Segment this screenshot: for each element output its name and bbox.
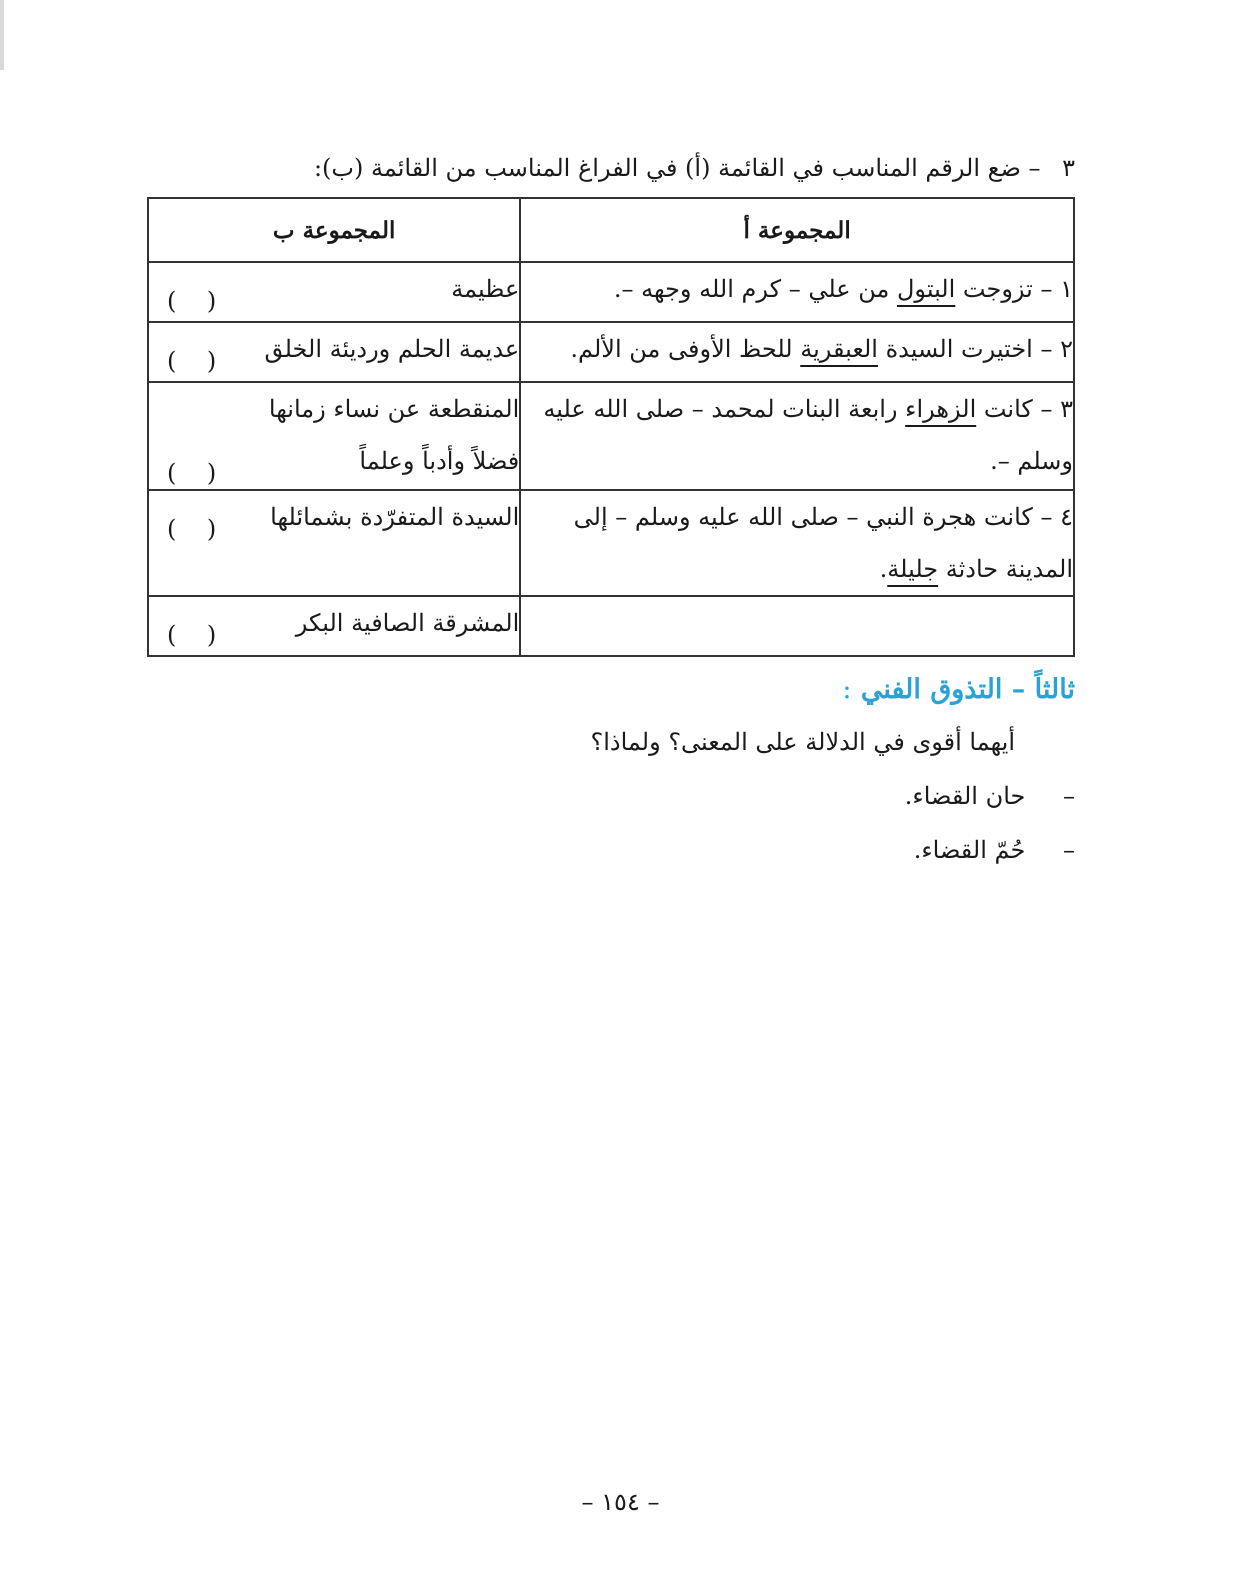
group-b-item bbox=[148, 262, 520, 322]
table-row bbox=[148, 322, 1074, 382]
underlined-word: الزهراء bbox=[905, 395, 977, 423]
underlined-word: جليلة bbox=[887, 555, 939, 583]
option-item bbox=[905, 776, 1075, 816]
table-row bbox=[148, 596, 1074, 656]
meaning-text: السيدة المتفرّدة بشمائلها bbox=[270, 503, 520, 531]
question-heading bbox=[175, 150, 1075, 186]
underlined-word: العبقرية bbox=[800, 335, 878, 363]
page-number: – ١٥٤ – bbox=[581, 1488, 660, 1516]
meaning-text: عديمة الحلم ورديئة الخلق bbox=[264, 335, 520, 363]
table-row bbox=[148, 262, 1074, 322]
table-row bbox=[148, 382, 1074, 490]
section-title-text: ثالثاً – التذوق الفني bbox=[860, 674, 1075, 705]
item-text: من علي – كرم الله وجهه –. bbox=[613, 275, 897, 303]
answer-blank[interactable]: ( ) bbox=[167, 347, 217, 375]
item-text: ٢ – اختيرت السيدة bbox=[877, 335, 1073, 363]
group-b-item bbox=[148, 382, 520, 490]
question-dash: – bbox=[1028, 154, 1041, 182]
item-text: رابعة البنات لمحمد – صلى الله عليه وسلم –. bbox=[543, 395, 1073, 475]
group-a-item bbox=[520, 262, 1074, 322]
answer-blank[interactable]: ( ) bbox=[167, 459, 217, 487]
option-dash: – bbox=[1063, 782, 1075, 810]
group-b-item bbox=[148, 596, 520, 656]
group-a-item-empty bbox=[520, 596, 1074, 656]
group-a-item bbox=[520, 322, 1074, 382]
option-text: حان القضاء. bbox=[904, 782, 1026, 810]
section-title bbox=[842, 668, 1075, 712]
item-text: . bbox=[879, 555, 888, 583]
underlined-word: البتول bbox=[896, 275, 956, 303]
meaning-text: المشرقة الصافية البكر bbox=[295, 609, 520, 637]
answer-blank[interactable]: ( ) bbox=[167, 621, 217, 649]
answer-blank[interactable]: ( ) bbox=[167, 287, 217, 315]
table-header-row bbox=[148, 198, 1074, 262]
meaning-text: المنقطعة عن نساء زمانها فضلاً وأدباً وعلماً bbox=[268, 395, 520, 475]
header-group-a: المجموعة أ bbox=[520, 198, 1074, 262]
appreciation-prompt: أيهما أقوى في الدلالة على المعنى؟ ولماذا؟ bbox=[590, 728, 1015, 756]
option-dash: – bbox=[1063, 836, 1075, 864]
header-group-b: المجموعة ب bbox=[148, 198, 520, 262]
item-text: للحظ الأوفى من الألم. bbox=[570, 335, 801, 363]
page-edge-shadow bbox=[0, 0, 4, 70]
matching-table bbox=[147, 197, 1075, 657]
answer-blank[interactable]: ( ) bbox=[167, 515, 217, 543]
item-text: ٣ – كانت bbox=[976, 395, 1073, 423]
item-text: ١ – تزوجت bbox=[955, 275, 1073, 303]
option-text: حُمّ القضاء. bbox=[913, 836, 1026, 864]
section-title-colon: : bbox=[842, 674, 852, 705]
table-row bbox=[148, 490, 1074, 596]
option-item bbox=[914, 830, 1075, 870]
question-text: ضع الرقم المناسب في القائمة (أ) في الفراغ المناسب من القائمة (ب): bbox=[313, 154, 1021, 182]
group-a-item bbox=[520, 490, 1074, 596]
group-b-item bbox=[148, 490, 520, 596]
meaning-text: عظيمة bbox=[451, 275, 520, 303]
group-b-item bbox=[148, 322, 520, 382]
question-number: ٣ bbox=[1062, 154, 1075, 182]
group-a-item bbox=[520, 382, 1074, 490]
item-text: ٤ – كانت هجرة النبي – صلى الله عليه وسلم – إلى المدينة حادثة bbox=[573, 503, 1073, 583]
